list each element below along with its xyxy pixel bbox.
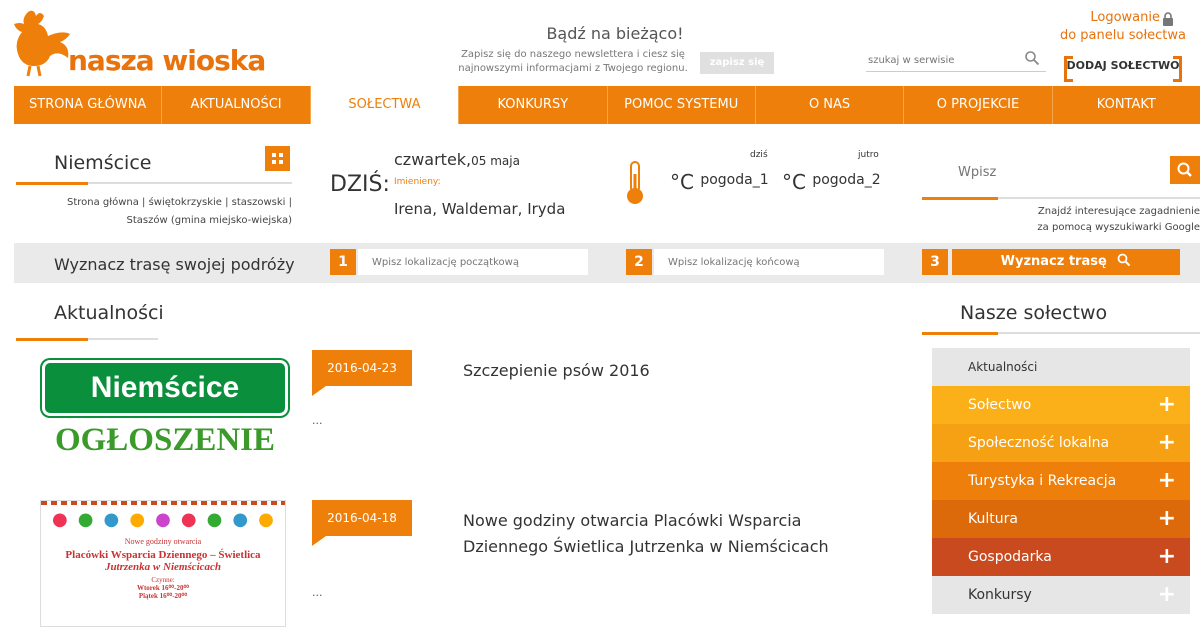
main-nav: [14, 86, 1200, 124]
poster-line-6: Piątek 16⁰⁰-20⁰⁰: [138, 592, 188, 600]
weather-tomorrow-label: jutro: [858, 150, 879, 160]
poster-illustration: ● ● ● ● ● ● ● ● ●: [52, 509, 274, 530]
route-step-3-badge: 3: [922, 249, 948, 275]
plus-icon[interactable]: +: [1157, 392, 1176, 417]
newsletter-desc-line-1: Zapisz się do naszego newslettera i ciesz się: [461, 49, 685, 60]
today-day: 05 maja: [471, 154, 520, 168]
grid-icon[interactable]: [265, 146, 290, 171]
route-end-input[interactable]: [654, 249, 884, 275]
today-date: [394, 150, 520, 169]
newsletter-desc-line-2: najnowszymi informacjami z Twojego regionu.: [458, 63, 688, 74]
route-calculate-button[interactable]: [952, 249, 1180, 275]
nav-contact[interactable]: KONTAKT: [1053, 86, 1200, 124]
poster-line-5: Wtorek 16⁰⁰-20⁰⁰: [136, 584, 190, 592]
nav-news[interactable]: AKTUALNOŚCI: [162, 86, 310, 124]
newsletter-description: [448, 48, 698, 76]
breadcrumb-line-1[interactable]: Strona główna | świętokrzyskie | staszowski |: [66, 197, 292, 208]
google-search-button[interactable]: [1170, 156, 1200, 184]
logo-text: nasza wioska: [68, 44, 266, 77]
thermometer-icon: [624, 160, 646, 206]
poster-line-4: Czynne:: [151, 576, 175, 584]
search-icon: [1170, 156, 1200, 184]
menu-item-tourism[interactable]: [932, 462, 1190, 500]
add-village-button[interactable]: DODAJ SOŁECTWO: [1064, 54, 1182, 78]
route-step-1-badge: 1: [330, 249, 356, 275]
plus-icon[interactable]: +: [1157, 582, 1176, 607]
newsletter-subscribe-button[interactable]: zapisz się: [700, 52, 774, 74]
today-label: DZIŚ:: [330, 172, 390, 197]
search-hint-line-1: Znajdź interesujące zagadnienie: [1037, 206, 1200, 217]
menu-item-village[interactable]: [932, 386, 1190, 424]
plus-icon[interactable]: +: [1157, 544, 1176, 569]
menu-item-economy[interactable]: [932, 538, 1190, 576]
news-title-link[interactable]: Szczepienie psów 2016: [463, 361, 650, 380]
search-hint-line-2: za pomocą wyszukiwarki Google: [1037, 222, 1200, 233]
sidebar-section-title: Nasze sołectwo: [960, 302, 1108, 324]
weather-unit: °C: [670, 170, 694, 194]
name-day-names: Irena, Waldemar, Iryda: [394, 200, 566, 218]
nav-contests[interactable]: KONKURSY: [459, 86, 607, 124]
search-icon[interactable]: [1024, 50, 1040, 66]
poster-line-1: Nowe godziny otwarcia: [124, 537, 202, 546]
plus-icon[interactable]: +: [1157, 506, 1176, 531]
news-title-line-2: Dziennego Świetlica Jutrzenka w Niemścicach: [463, 537, 829, 556]
news-excerpt: ...: [312, 586, 323, 599]
menu-item-contests[interactable]: [932, 576, 1190, 614]
today-weekday: czwartek,: [394, 150, 472, 169]
grid-icon-graphic: [265, 146, 290, 171]
route-step-2-badge: 2: [626, 249, 652, 275]
news-image-announcement[interactable]: [40, 360, 290, 460]
menu-item-label: Sołectwo: [968, 397, 1032, 413]
weather-today-label: dziś: [750, 150, 768, 160]
name-day-label: Imienieny:: [394, 177, 441, 187]
breadcrumb-line-2[interactable]: Staszów (gmina miejsko-wiejska): [126, 215, 292, 226]
news-date-badge: 2016-04-18: [312, 500, 412, 536]
lock-icon: [1162, 12, 1174, 26]
plus-icon[interactable]: +: [1157, 468, 1176, 493]
weather-tomorrow-value: pogoda_2: [812, 172, 881, 188]
search-hint: [940, 204, 1200, 236]
menu-item-community[interactable]: [932, 424, 1190, 462]
route-title: Wyznacz trasę swojej podróży: [54, 255, 295, 274]
nav-home[interactable]: STRONA GŁÓWNA: [14, 86, 162, 124]
news-title-link[interactable]: [463, 508, 829, 560]
route-button-label: Wyznacz trasę: [1000, 254, 1107, 269]
nav-villages[interactable]: SOŁECTWA: [311, 86, 459, 124]
weather-unit: °C: [782, 170, 806, 194]
village-sign: Niemścice: [42, 360, 288, 416]
news-title-line-1: Nowe godziny otwarcia Placówki Wsparcia: [463, 511, 802, 530]
menu-item-news[interactable]: [932, 348, 1190, 386]
google-search-input[interactable]: [958, 162, 1158, 182]
weather-tomorrow: [782, 170, 881, 194]
menu-item-label: Konkursy: [968, 587, 1032, 603]
news-date-badge: 2016-04-23: [312, 350, 412, 386]
weather-today-value: pogoda_1: [700, 172, 769, 188]
announcement-caption: OGŁOSZENIE: [54, 422, 276, 458]
news-section-title: Aktualności: [54, 302, 164, 324]
login-panel-link[interactable]: do panelu sołectwa: [1059, 28, 1186, 43]
breadcrumb: [18, 194, 292, 230]
site-search-input[interactable]: [866, 50, 1046, 72]
menu-item-label: Turystyka i Rekreacja: [968, 473, 1117, 489]
search-icon: [1117, 253, 1131, 267]
village-name: Niemścice: [54, 152, 152, 174]
divider-accent: [922, 332, 998, 335]
menu-item-culture[interactable]: [932, 500, 1190, 538]
village-menu: [932, 348, 1190, 614]
menu-item-label: Gospodarka: [968, 549, 1052, 565]
newsletter-title: Bądź na bieżąco!: [546, 24, 684, 43]
divider-accent: [16, 338, 88, 341]
nav-project[interactable]: O PROJEKCIE: [904, 86, 1052, 124]
route-start-input[interactable]: [358, 249, 588, 275]
poster-line-2: Placówki Wsparcia Dziennego – Świetlica: [65, 549, 261, 561]
news-image-poster[interactable]: [40, 500, 286, 627]
divider-accent: [922, 197, 998, 200]
divider-accent: [16, 182, 88, 185]
login-link[interactable]: Logowanie: [1090, 10, 1160, 25]
plus-icon[interactable]: +: [1157, 430, 1176, 455]
news-excerpt: ...: [312, 414, 323, 427]
nav-help[interactable]: POMOC SYSTEMU: [608, 86, 756, 124]
menu-item-label: Społeczność lokalna: [968, 435, 1110, 451]
weather-today: [670, 170, 769, 194]
menu-item-label: Aktualności: [968, 360, 1038, 374]
menu-item-label: Kultura: [968, 511, 1018, 527]
nav-about[interactable]: O NAS: [756, 86, 904, 124]
poster-line-3: Jutrzenka w Niemścicach: [104, 561, 222, 573]
